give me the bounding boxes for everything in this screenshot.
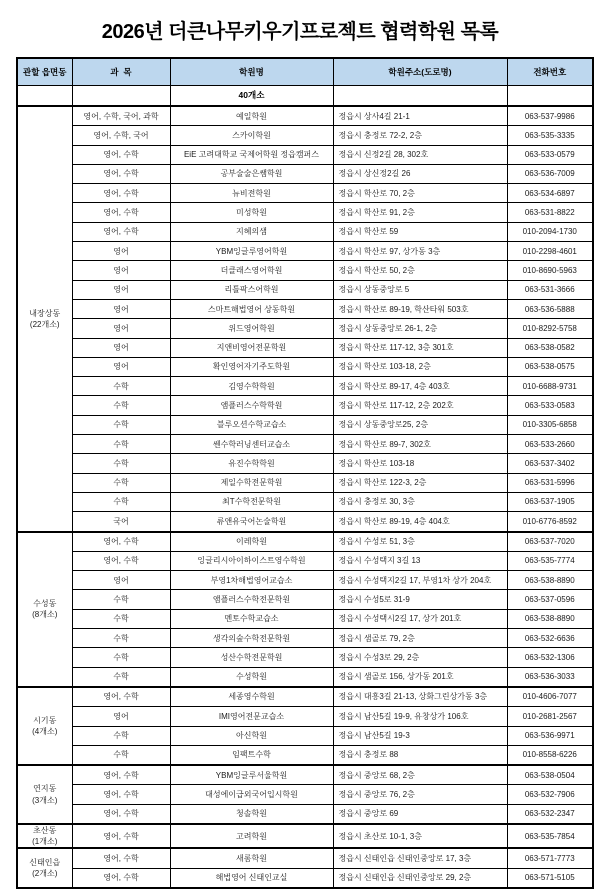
address-cell: 정읍시 수성택지 3길 13 bbox=[333, 551, 507, 570]
subject-cell: 영어, 수학 bbox=[72, 222, 170, 241]
academy-name-cell: 뉴비전학원 bbox=[170, 184, 333, 203]
page-title: 2026년 더큰나무키우기프로젝트 협력학원 목록 bbox=[101, 21, 499, 43]
district-name: 연지동 bbox=[33, 784, 57, 794]
phone-cell: 063-536-7009 bbox=[507, 164, 593, 183]
address-cell: 정읍시 학산로 117-12, 2층 202호 bbox=[333, 396, 507, 415]
empty-cell bbox=[72, 86, 170, 107]
academy-name-cell: 생각의숲수학전문학원 bbox=[170, 629, 333, 648]
phone-cell: 063-538-0504 bbox=[507, 765, 593, 785]
address-cell: 정읍시 학산로 91, 2층 bbox=[333, 203, 507, 222]
district-cell bbox=[17, 687, 72, 765]
table-row bbox=[17, 222, 593, 241]
address-cell: 정읍시 신태인읍 신태인중앙로 29, 2층 bbox=[333, 868, 507, 888]
academy-name-cell: 수성학원 bbox=[170, 667, 333, 687]
subject-cell: 영어, 수학 bbox=[72, 848, 170, 868]
address-cell: 정읍시 상신정2길 26 bbox=[333, 164, 507, 183]
subject-cell: 영어, 수학 bbox=[72, 868, 170, 888]
phone-cell: 010-2298-4601 bbox=[507, 242, 593, 261]
subject-cell: 영어, 수학 bbox=[72, 804, 170, 824]
table-row bbox=[17, 726, 593, 745]
academy-name-cell: 쎈수학러닝센터교습소 bbox=[170, 435, 333, 454]
address-cell: 정읍시 학산로 103-18 bbox=[333, 454, 507, 473]
subject-cell: 수학 bbox=[72, 648, 170, 667]
address-cell: 정읍시 학산로 59 bbox=[333, 222, 507, 241]
table-row bbox=[17, 551, 593, 570]
district-name: 신태인읍 bbox=[29, 857, 61, 867]
table-row bbox=[17, 785, 593, 804]
academy-name-cell: 앰플러스수학학원 bbox=[170, 396, 333, 415]
district-name: 내장상동 bbox=[29, 308, 61, 318]
subject-cell: 수학 bbox=[72, 396, 170, 415]
table-row bbox=[17, 707, 593, 726]
phone-cell: 063-532-6636 bbox=[507, 629, 593, 648]
address-cell: 정읍시 충정로 72-2, 2층 bbox=[333, 126, 507, 145]
district-name: 시기동 bbox=[33, 715, 57, 725]
district-cell bbox=[17, 532, 72, 687]
address-cell: 정읍시 충정로 30, 3층 bbox=[333, 492, 507, 511]
address-cell: 정읍시 수성5로 31-9 bbox=[333, 590, 507, 609]
address-cell: 정읍시 학산로 89-19, 4층 404호 bbox=[333, 512, 507, 532]
table-row bbox=[17, 126, 593, 145]
table-row bbox=[17, 242, 593, 261]
table-row bbox=[17, 765, 593, 785]
table-row bbox=[17, 396, 593, 415]
academy-name-cell: 위드영어학원 bbox=[170, 319, 333, 338]
phone-cell: 063-537-9986 bbox=[507, 106, 593, 126]
address-cell: 정읍시 초산로 10-1, 3층 bbox=[333, 824, 507, 848]
academy-name-cell: 최T수학전문학원 bbox=[170, 492, 333, 511]
address-cell: 정읍시 수성택시2길 17, 상가 201호 bbox=[333, 609, 507, 628]
table-row bbox=[17, 667, 593, 687]
table-row bbox=[17, 261, 593, 280]
phone-cell: 010-8558-6226 bbox=[507, 745, 593, 765]
phone-cell: 063-536-9971 bbox=[507, 726, 593, 745]
subject-cell: 수학 bbox=[72, 454, 170, 473]
address-cell: 정읍시 수성3로 29, 2층 bbox=[333, 648, 507, 667]
subject-cell: 영어, 수학 bbox=[72, 145, 170, 164]
address-cell: 정읍시 학산로 89-7, 302호 bbox=[333, 435, 507, 454]
address-cell: 정읍시 상동중앙로 26-1, 2층 bbox=[333, 319, 507, 338]
academy-table bbox=[16, 57, 594, 889]
subject-cell: 영어, 수학 bbox=[72, 184, 170, 203]
table-row bbox=[17, 532, 593, 552]
phone-cell: 010-4606-7077 bbox=[507, 687, 593, 707]
table-row bbox=[17, 609, 593, 628]
academy-name-cell: 리틀팍스어학원 bbox=[170, 280, 333, 299]
address-cell: 정읍시 대흥3길 21-13, 상화그린상가동 3층 bbox=[333, 687, 507, 707]
academy-name-cell: 아신학원 bbox=[170, 726, 333, 745]
subject-cell: 영어 bbox=[72, 319, 170, 338]
table-row bbox=[17, 280, 593, 299]
subject-cell: 수학 bbox=[72, 415, 170, 434]
table-row bbox=[17, 512, 593, 532]
academy-name-cell: 부영1차해법영어교습소 bbox=[170, 571, 333, 590]
address-cell: 정읍시 학산로 50, 2층 bbox=[333, 261, 507, 280]
subject-cell: 영어 bbox=[72, 571, 170, 590]
subject-cell: 수학 bbox=[72, 745, 170, 765]
subject-cell: 영어, 수학 bbox=[72, 785, 170, 804]
district-count: (1개소) bbox=[32, 837, 58, 847]
academy-name-cell: 스카이학원 bbox=[170, 126, 333, 145]
column-header: 과 목 bbox=[72, 58, 170, 86]
table-row bbox=[17, 299, 593, 318]
address-cell: 정읍시 중앙로 76, 2층 bbox=[333, 785, 507, 804]
table-row bbox=[17, 319, 593, 338]
phone-cell: 063-571-5105 bbox=[507, 868, 593, 888]
district-count: (22개소) bbox=[29, 319, 60, 329]
empty-cell bbox=[507, 86, 593, 107]
address-cell: 정읍시 수성로 51, 3층 bbox=[333, 532, 507, 552]
address-cell: 정읍시 남산5길 19-3 bbox=[333, 726, 507, 745]
academy-name-cell: YBM잉글루서울학원 bbox=[170, 765, 333, 785]
district-count: (4개소) bbox=[32, 727, 58, 736]
table-row bbox=[17, 164, 593, 183]
phone-cell: 063-535-7854 bbox=[507, 824, 593, 848]
phone-cell: 063-538-8890 bbox=[507, 609, 593, 628]
phone-cell: 063-532-7906 bbox=[507, 785, 593, 804]
table-row bbox=[17, 687, 593, 707]
table-row bbox=[17, 473, 593, 492]
academy-name-cell: IMI영어전문교습소 bbox=[170, 707, 333, 726]
table-row bbox=[17, 184, 593, 203]
phone-cell: 010-2681-2567 bbox=[507, 707, 593, 726]
subject-cell: 영어, 수학 bbox=[72, 765, 170, 785]
phone-cell: 063-538-8890 bbox=[507, 571, 593, 590]
column-header: 학원주소(도로명) bbox=[333, 58, 507, 86]
academy-name-cell: 예일학원 bbox=[170, 106, 333, 126]
district-count: (3개소) bbox=[32, 795, 58, 805]
phone-cell: 010-8690-5963 bbox=[507, 261, 593, 280]
phone-cell: 063-531-5996 bbox=[507, 473, 593, 492]
academy-name-cell: 새롬학원 bbox=[170, 848, 333, 868]
subject-cell: 영어 bbox=[72, 338, 170, 357]
column-header: 관할 읍면동 bbox=[17, 58, 72, 86]
phone-cell: 063-535-3335 bbox=[507, 126, 593, 145]
phone-cell: 063-538-0575 bbox=[507, 357, 593, 376]
address-cell: 정읍시 충정로 88 bbox=[333, 745, 507, 765]
subject-cell: 영어, 수학, 국어, 과학 bbox=[72, 106, 170, 126]
subject-cell: 영어, 수학 bbox=[72, 164, 170, 183]
subject-cell: 영어 bbox=[72, 261, 170, 280]
subject-cell: 영어 bbox=[72, 357, 170, 376]
academy-name-cell: 미성학원 bbox=[170, 203, 333, 222]
address-cell: 정읍시 상사4길 21-1 bbox=[333, 106, 507, 126]
subject-cell: 영어, 수학 bbox=[72, 824, 170, 848]
address-cell: 정읍시 상동중앙로 5 bbox=[333, 280, 507, 299]
address-cell: 정읍시 학산로 89-19, 학산타워 503호 bbox=[333, 299, 507, 318]
subject-cell: 수학 bbox=[72, 435, 170, 454]
table-row bbox=[17, 415, 593, 434]
academy-name-cell: 세종영수학원 bbox=[170, 687, 333, 707]
academy-name-cell: 앰플러스수학전문학원 bbox=[170, 590, 333, 609]
academy-name-cell: 지혜의샘 bbox=[170, 222, 333, 241]
academy-name-cell: EiE 고려대학교 국제어학원 정읍캠퍼스 bbox=[170, 145, 333, 164]
academy-name-cell: YBM잉글루영어학원 bbox=[170, 242, 333, 261]
table-row bbox=[17, 435, 593, 454]
subject-cell: 영어 bbox=[72, 299, 170, 318]
academy-name-cell: 이레학원 bbox=[170, 532, 333, 552]
academy-name-cell: 대성에이급외국어입시학원 bbox=[170, 785, 333, 804]
table-row bbox=[17, 203, 593, 222]
subject-cell: 수학 bbox=[72, 726, 170, 745]
phone-cell: 063-531-3666 bbox=[507, 280, 593, 299]
empty-cell bbox=[17, 86, 72, 107]
subject-cell: 영어, 수학, 국어 bbox=[72, 126, 170, 145]
table-row bbox=[17, 590, 593, 609]
subject-cell: 영어, 수학 bbox=[72, 551, 170, 570]
subject-cell: 수학 bbox=[72, 590, 170, 609]
address-cell: 정읍시 학산로 89-17, 4층 403호 bbox=[333, 377, 507, 396]
subject-cell: 영어 bbox=[72, 242, 170, 261]
subject-cell: 영어, 수학 bbox=[72, 532, 170, 552]
address-cell: 정읍시 신태인읍 신태인중앙로 17, 3층 bbox=[333, 848, 507, 868]
academy-name-cell: 유진수학학원 bbox=[170, 454, 333, 473]
column-header: 전화번호 bbox=[507, 58, 593, 86]
table-row bbox=[17, 492, 593, 511]
academy-name-cell: 김영수학학원 bbox=[170, 377, 333, 396]
academy-name-cell: 멘토수학교습소 bbox=[170, 609, 333, 628]
district-count: (8개소) bbox=[32, 610, 58, 620]
phone-cell: 063-532-1306 bbox=[507, 648, 593, 667]
district-cell bbox=[17, 106, 72, 532]
phone-cell: 063-571-7773 bbox=[507, 848, 593, 868]
total-row bbox=[17, 86, 593, 107]
column-header: 학원명 bbox=[170, 58, 333, 86]
academy-name-cell: 잉글리시아이하이스트영수학원 bbox=[170, 551, 333, 570]
table-row bbox=[17, 571, 593, 590]
phone-cell: 063-537-1905 bbox=[507, 492, 593, 511]
address-cell: 정읍시 상동중앙로25, 2층 bbox=[333, 415, 507, 434]
district-name: 수성동 bbox=[33, 599, 57, 609]
phone-cell: 063-537-3402 bbox=[507, 454, 593, 473]
phone-cell: 063-537-7020 bbox=[507, 532, 593, 552]
subject-cell: 수학 bbox=[72, 629, 170, 648]
table-row bbox=[17, 629, 593, 648]
table-row bbox=[17, 648, 593, 667]
table-row bbox=[17, 357, 593, 376]
phone-cell: 010-2094-1730 bbox=[507, 222, 593, 241]
subject-cell: 영어, 수학 bbox=[72, 203, 170, 222]
address-cell: 정읍시 학산로 103-18, 2층 bbox=[333, 357, 507, 376]
phone-cell: 010-8292-5758 bbox=[507, 319, 593, 338]
address-cell: 정읍시 학산로 122-3, 2층 bbox=[333, 473, 507, 492]
table-row bbox=[17, 804, 593, 824]
total-count: 40개소 bbox=[170, 86, 333, 107]
subject-cell: 수학 bbox=[72, 609, 170, 628]
address-cell: 정읍시 학산로 117-12, 3층 301호 bbox=[333, 338, 507, 357]
academy-name-cell: 지앤비영어전문학원 bbox=[170, 338, 333, 357]
table-row bbox=[17, 145, 593, 164]
table-body bbox=[17, 86, 593, 888]
table-row bbox=[17, 824, 593, 848]
address-cell: 정읍시 샘골로 79, 2층 bbox=[333, 629, 507, 648]
address-cell: 정읍시 남산5길 19-9, 유창상가 106호 bbox=[333, 707, 507, 726]
subject-cell: 수학 bbox=[72, 377, 170, 396]
academy-name-cell: 블루오션수학교습소 bbox=[170, 415, 333, 434]
academy-name-cell: 스마트해법영어 상동학원 bbox=[170, 299, 333, 318]
phone-cell: 063-531-8822 bbox=[507, 203, 593, 222]
phone-cell: 010-3305-6858 bbox=[507, 415, 593, 434]
subject-cell: 국어 bbox=[72, 512, 170, 532]
empty-cell bbox=[333, 86, 507, 107]
table-row bbox=[17, 377, 593, 396]
academy-name-cell: 해법영어 신태인교실 bbox=[170, 868, 333, 888]
subject-cell: 영어, 수학 bbox=[72, 687, 170, 707]
subject-cell: 영어 bbox=[72, 280, 170, 299]
phone-cell: 063-534-6897 bbox=[507, 184, 593, 203]
phone-cell: 063-535-7774 bbox=[507, 551, 593, 570]
phone-cell: 010-6776-8592 bbox=[507, 512, 593, 532]
table-row bbox=[17, 848, 593, 868]
district-count: (2개소) bbox=[32, 869, 58, 879]
academy-name-cell: 제일수학전문학원 bbox=[170, 473, 333, 492]
address-cell: 정읍시 수성택지2길 17, 부영1차 상가 204호 bbox=[333, 571, 507, 590]
academy-name-cell: 임팩트수학 bbox=[170, 745, 333, 765]
district-cell bbox=[17, 848, 72, 888]
subject-cell: 수학 bbox=[72, 667, 170, 687]
phone-cell: 063-532-2347 bbox=[507, 804, 593, 824]
phone-cell: 063-538-0582 bbox=[507, 338, 593, 357]
subject-cell: 수학 bbox=[72, 473, 170, 492]
academy-name-cell: 청솔학원 bbox=[170, 804, 333, 824]
academy-name-cell: 확인영어자기주도학원 bbox=[170, 357, 333, 376]
phone-cell: 063-537-0596 bbox=[507, 590, 593, 609]
header-row bbox=[17, 58, 593, 86]
academy-name-cell: 성산수학전문학원 bbox=[170, 648, 333, 667]
table-row bbox=[17, 454, 593, 473]
table-row bbox=[17, 106, 593, 126]
district-cell bbox=[17, 824, 72, 848]
phone-cell: 010-6688-9731 bbox=[507, 377, 593, 396]
phone-cell: 063-533-0579 bbox=[507, 145, 593, 164]
phone-cell: 063-533-0583 bbox=[507, 396, 593, 415]
table-row bbox=[17, 338, 593, 357]
phone-cell: 063-533-2660 bbox=[507, 435, 593, 454]
district-cell bbox=[17, 765, 72, 824]
address-cell: 정읍시 중앙로 68, 2층 bbox=[333, 765, 507, 785]
academy-name-cell: 류앤유국어논술학원 bbox=[170, 512, 333, 532]
academy-name-cell: 더클래스영어학원 bbox=[170, 261, 333, 280]
table-row bbox=[17, 745, 593, 765]
district-name: 초산동 bbox=[33, 825, 57, 835]
phone-cell: 063-536-3033 bbox=[507, 667, 593, 687]
subject-cell: 영어 bbox=[72, 707, 170, 726]
academy-name-cell: 고려학원 bbox=[170, 824, 333, 848]
table-row bbox=[17, 868, 593, 888]
address-cell: 정읍시 중앙로 69 bbox=[333, 804, 507, 824]
address-cell: 정읍시 학산로 97, 상가동 3층 bbox=[333, 242, 507, 261]
address-cell: 정읍시 샘골로 156, 상가동 201호 bbox=[333, 667, 507, 687]
academy-name-cell: 공부술술은쌤학원 bbox=[170, 164, 333, 183]
address-cell: 정읍시 학산로 70, 2층 bbox=[333, 184, 507, 203]
subject-cell: 수학 bbox=[72, 492, 170, 511]
phone-cell: 063-536-5888 bbox=[507, 299, 593, 318]
address-cell: 정읍시 신정2길 28, 302호 bbox=[333, 145, 507, 164]
